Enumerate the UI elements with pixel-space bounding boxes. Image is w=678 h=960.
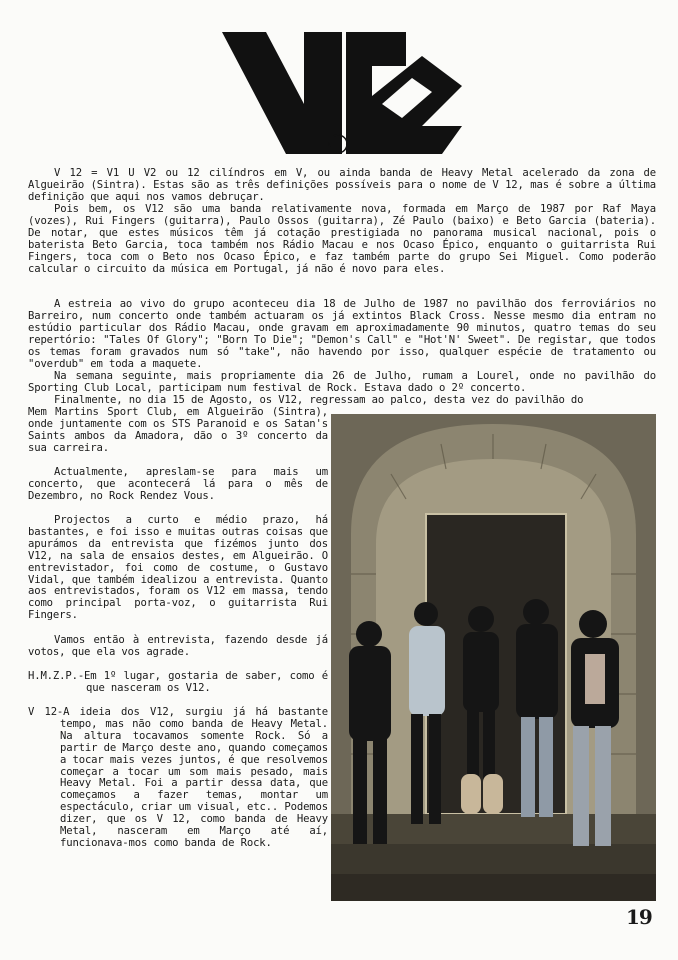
band-photo-icon xyxy=(331,414,656,901)
intro-paragraph: V 12 = V1 U V2 ou 12 cilíndros em V, ou ainda banda de Heavy Metal acelerado da zona de Algueirão (Sintra). Estas são as três definições possíveis para o nome de V 12, mas é sobre a última definição que aqui nos vamos debruçar. xyxy=(28,167,656,203)
debut-paragraph: A estreia ao vivo do grupo aconteceu dia 18 de Julho de 1987 no pavilhão dos ferroviários no Barreiro, num concerto onde também actuaram os já extintos Black Cross. Nesse mesmo dia entram no estúdio particular dos Rádio Macau, onde gravam em aproximadamente 90 minutos, quatro temas do seu repertório: "Tales Of Glory"; "Born To Die"; "Demon's Call" e "Hot'N' Sweet". De registar, que todos os temas foram gravados num só "take", não havendo por isso, qualquer espécie de tratamento ou "overdub" em toda a maquete. xyxy=(28,298,656,370)
third-concert-paragraph-cont: Mem Martins Sport Club, em Algueirão (Sintra), onde juntamente com os STS Paranoid e os Satan's Saints ambos da Amadora, dão o 3º concerto da sua carreira. xyxy=(28,406,328,454)
interview-intro-paragraph: Vamos então à entrevista, fazendo desde já votos, que ela vos agrade. xyxy=(28,634,328,658)
band-photo xyxy=(331,414,656,901)
upcoming-concert-paragraph: Actualmente, apreslam-se para mais um concerto, que acontecerá lá para o mês de Dezembro, no Rock Rendez Vous. xyxy=(28,466,328,502)
formation-paragraph: Pois bem, os V12 são uma banda relativamente nova, formada em Março de 1987 por Raf Maya (vozes), Rui Fingers (guitarra), Paulo Ossos (guitarra), Zé Paulo (baixo) e Beto Garcia (bateria). De notar, que estes músicos têm já cotação prestigiada no panorama musical nacional, pois o baterista Beto Garcia, toca também nos Rádio Macau e nos Ocaso Épico, enquanto o guitarrista Rui Fingers, toca com o Beto nos Ocaso Épico, e faz também parte do grupo Sei Miguel. Como poderão calcular o circuito da música em Portugal, já não é novo para eles. xyxy=(28,203,656,275)
interview-question: H.M.Z.P.-Em 1º lugar, gostaria de saber, como é que nasceram os V12. xyxy=(28,670,328,694)
interview-answer: V 12-A ideia dos V12, surgiu já há bastante tempo, mas não como banda de Heavy Metal. Na altura tocavamos somente Rock. Só a partir de Março deste ano, quando começamos a tocar mais vezes juntos, é que resolvemos começar a tocar um som mais pesado, mais Heavy Metal. Foi a partir dessa data, que começamos a fazer temas, montar um espectáculo, criar um visual, etc.. Podemos dizer, que os V 12, como banda de Heavy Metal, nasceram em Março até aí, funcionava-mos como banda de Rock. xyxy=(28,706,328,849)
projects-paragraph: Projectos a curto e médio prazo, há bastantes, e foi isso e muitas outras coisas que apurámos da entrevista que fizémos junto dos V12, na sala de ensaios destes, em Algueirão. O entrevistador, foi como de costume, o Gustavo Vidal, que também idealizou a entrevista. Quanto aos entrevistados, foram os V12 em massa, tendo como principal porta-voz, o guitarrista Rui Fingers. xyxy=(28,514,328,622)
v12-band-logo-icon xyxy=(222,26,462,154)
second-concert-paragraph: Na semana seguinte, mais propriamente dia 26 de Julho, rumam a Lourel, onde no pavilhão do Sporting Club Local, participam num festival de Rock. Estava dado o 2º concerto. xyxy=(28,370,656,394)
third-concert-paragraph-start: Finalmente, no dia 15 de Agosto, os V12, regressam ao palco, desta vez do pavilhão do xyxy=(54,394,584,406)
band-logo xyxy=(222,26,462,154)
page-number: 19 xyxy=(626,905,652,929)
